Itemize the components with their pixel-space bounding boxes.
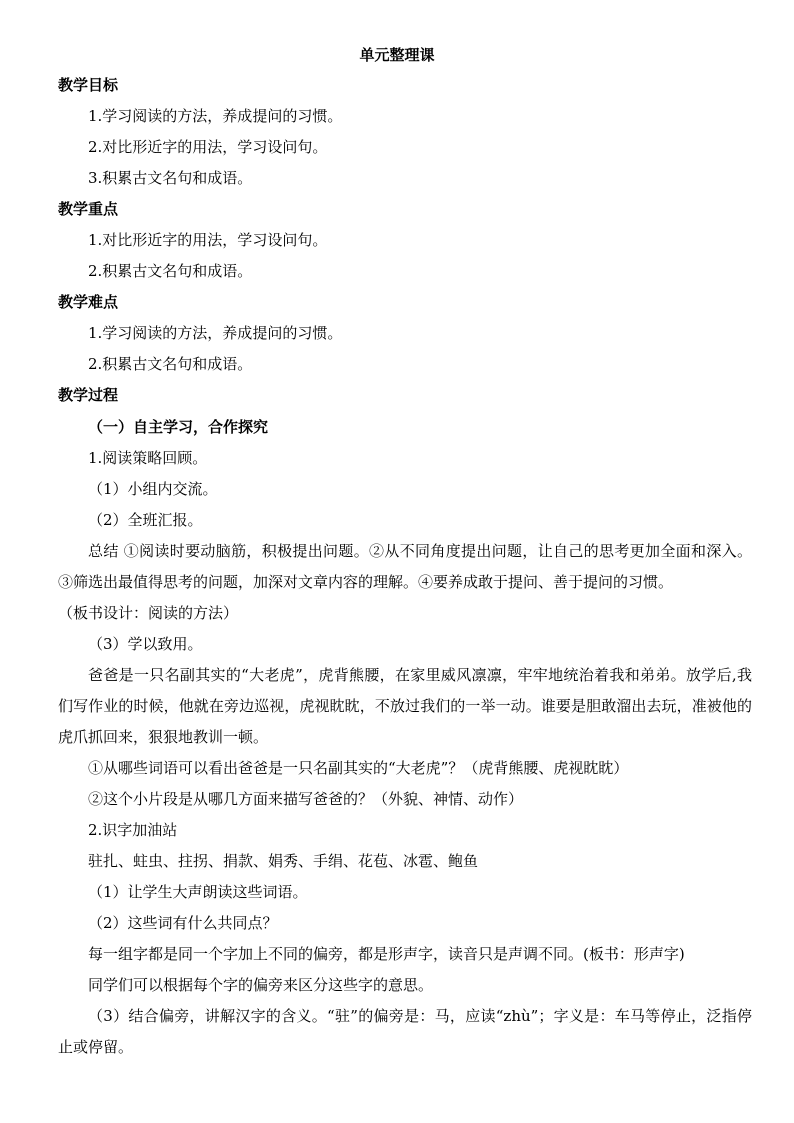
difficult-item: 2.积累古文名句和成语。 [88, 355, 253, 373]
common-point-text: 每一组字都是同一个字加上不同的偏旁，都是形声字，读音只是声调不同。(板书：形声字) [88, 945, 685, 963]
page-title: 单元整理课 [359, 46, 435, 64]
explain-paragraph: （3）结合偏旁，讲解汉字的含义。“驻”的偏旁是：马，应读“zhù”；字义是：车马等停止，泛指停止或停留。 [58, 1007, 752, 1056]
word-list: 驻扎、蛀虫、拄拐、捐款、娟秀、手绢、花苞、冰雹、鲍鱼 [88, 852, 479, 870]
story-paragraph: 爸爸是一只名副其实的“大老虎”，虎背熊腰，在家里威风凛凛，牢牢地统治着我和弟弟。放学后,我们写作业的时候，他就在旁边巡视，虎视眈眈，不放过我们的一举一动。谁要是胆敢溜出去玩，准被他的虎爪抓回来，狠狠地教训一顿。 [58, 666, 752, 746]
goal-item: 2.对比形近字的用法，学习设问句。 [88, 138, 328, 156]
distinguish-text: 同学们可以根据每个字的偏旁来区分这些字的意思。 [88, 976, 434, 994]
question-item: ②这个小片段是从哪几方面来描写爸爸的？（外貌、神情、动作） [88, 790, 524, 808]
board-note: （板书设计：阅读的方法） [58, 604, 239, 622]
difficult-heading: 教学难点 [58, 293, 119, 311]
key-item: 2.积累古文名句和成语。 [88, 262, 253, 280]
process-heading: 教学过程 [58, 386, 119, 404]
difficult-item: 1.学习阅读的方法，养成提问的习惯。 [88, 324, 343, 342]
section-heading: （一）自主学习，合作探究 [88, 418, 269, 436]
goal-item: 1.学习阅读的方法，养成提问的习惯。 [88, 107, 343, 125]
process-item: 2.识字加油站 [88, 821, 178, 839]
key-heading: 教学重点 [58, 200, 119, 218]
summary-paragraph: 总结 ①阅读时要动脑筋，积极提出问题。②从不同角度提出问题，让自己的思考更加全面和深入。③筛选出最值得思考的问题，加深对文章内容的理解。④要养成敢于提问、善于提问的习惯。 [58, 542, 752, 591]
process-item: 1.阅读策略回顾。 [88, 449, 208, 467]
process-subitem: （2）全班汇报。 [88, 511, 203, 529]
question-item: ①从哪些词语可以看出爸爸是一只名副其实的“大老虎”？（虎背熊腰、虎视眈眈） [88, 759, 629, 777]
process-subitem: （1）让学生大声朗读这些词语。 [88, 883, 308, 901]
goals-heading: 教学目标 [58, 76, 119, 94]
process-subitem: （1）小组内交流。 [88, 480, 218, 498]
goal-item: 3.积累古文名句和成语。 [88, 169, 253, 187]
process-subitem: （2）这些词有什么共同点？ [88, 914, 278, 932]
key-item: 1.对比形近字的用法，学习设问句。 [88, 231, 328, 249]
process-subitem: （3）学以致用。 [88, 635, 203, 653]
